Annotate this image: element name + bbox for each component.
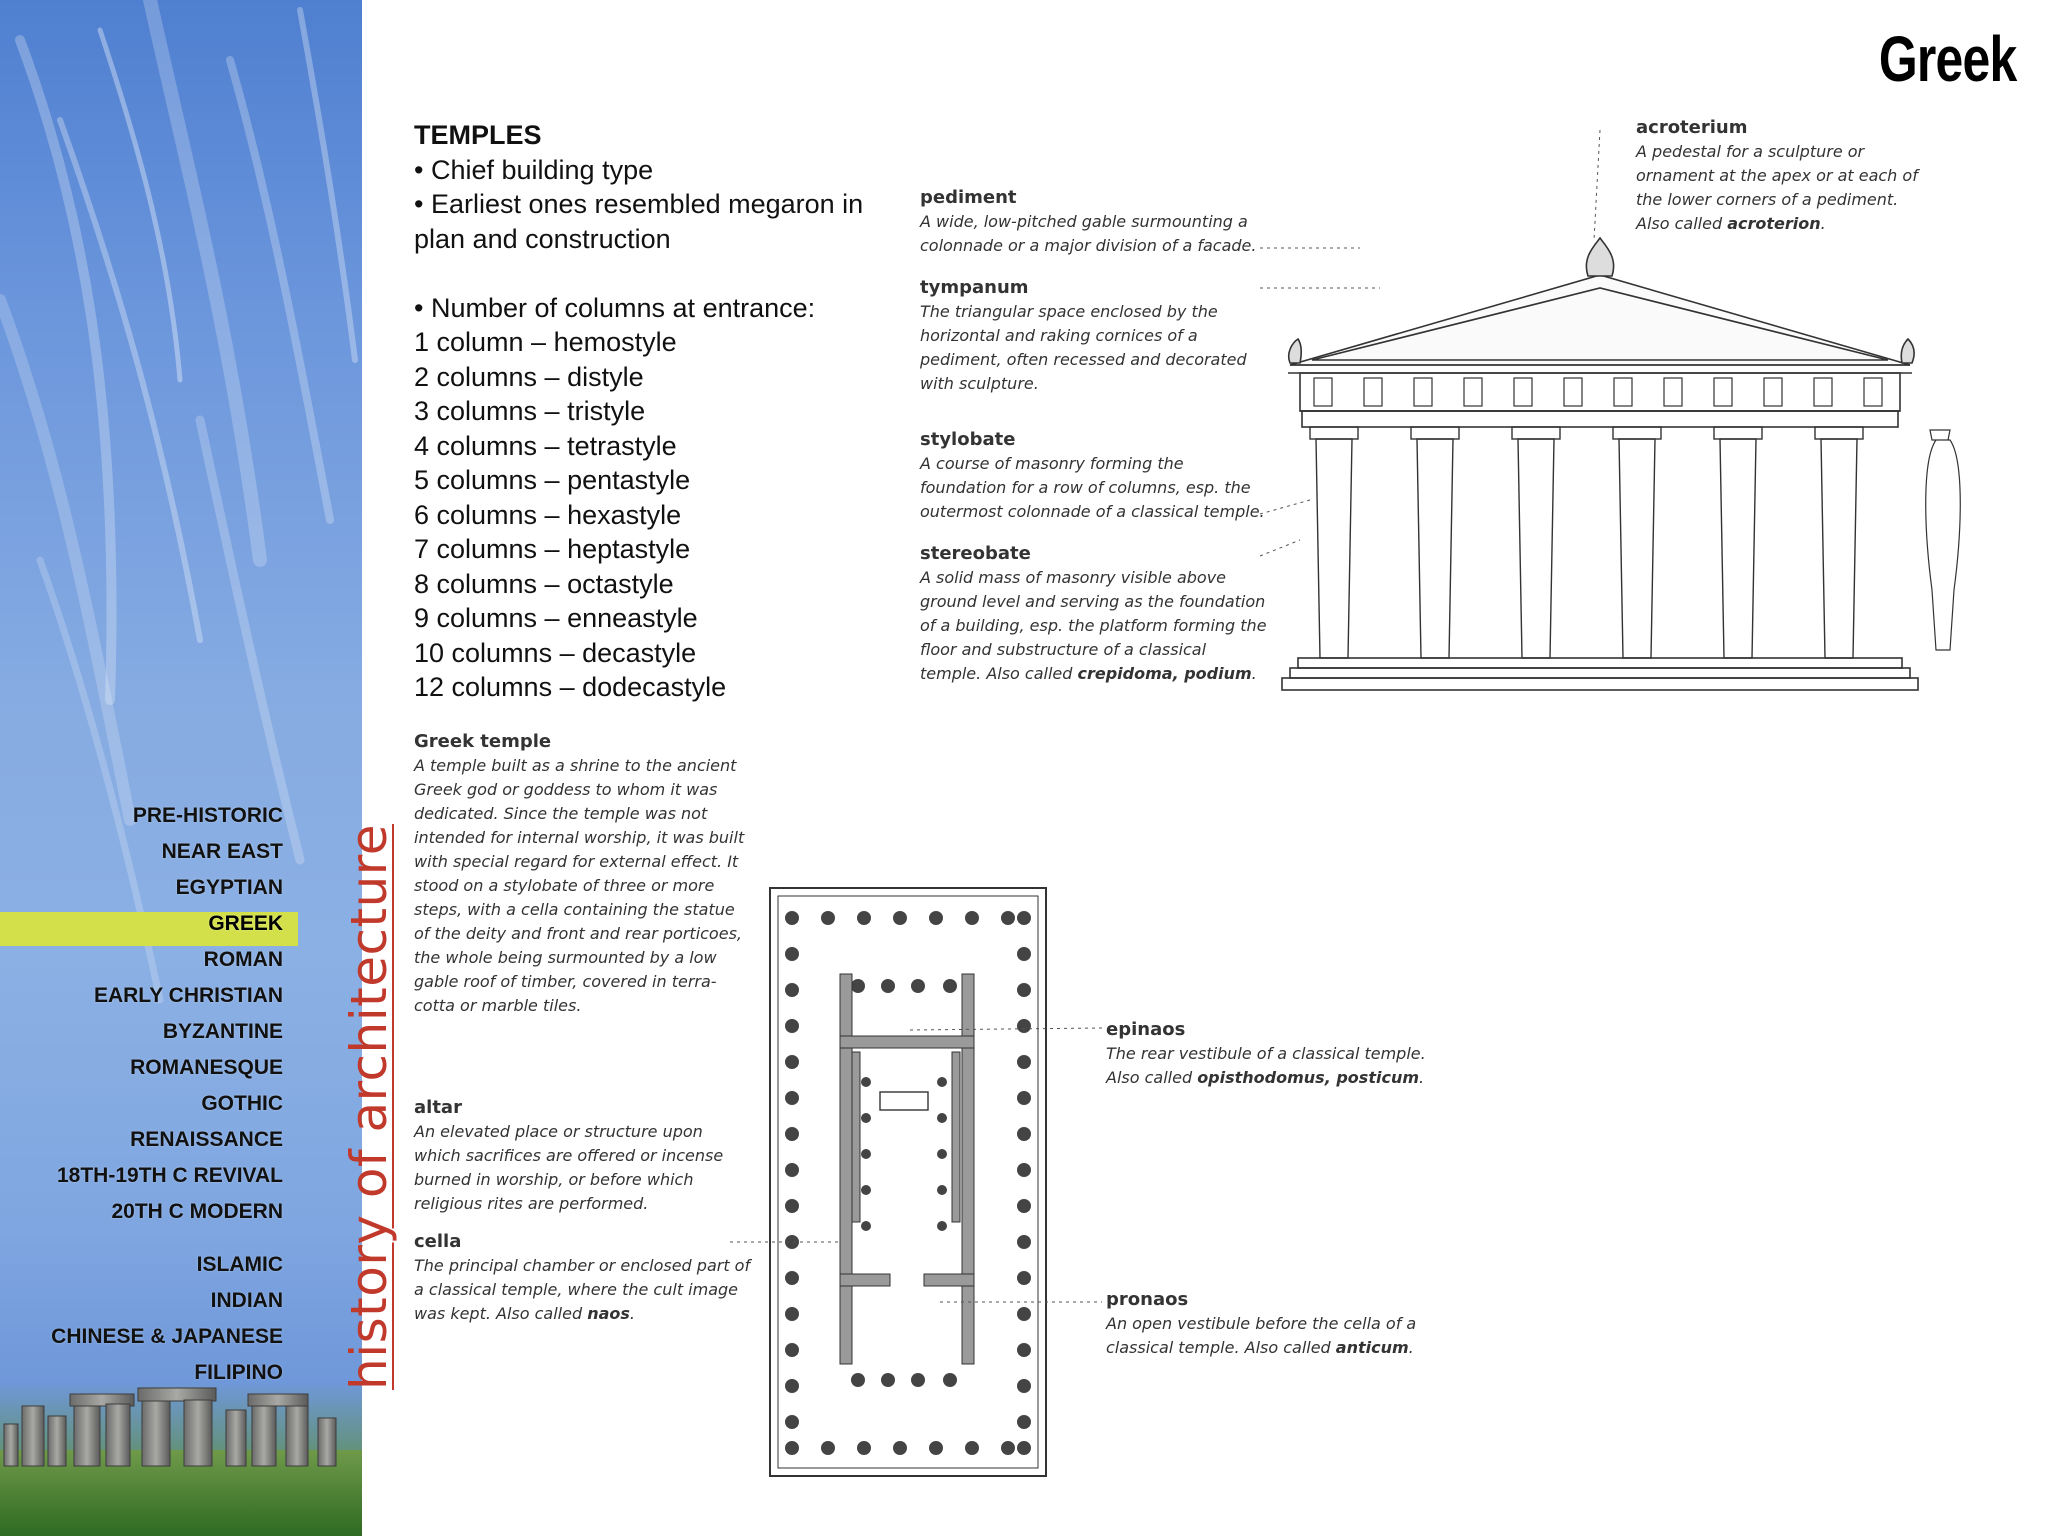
annotation-tympanum bbox=[920, 276, 1247, 396]
nav-other-list bbox=[0, 1247, 283, 1391]
column-term-item: 3 columns – tristyle bbox=[414, 396, 646, 426]
annotation-greek-temple bbox=[414, 730, 744, 1018]
annotation-epinaos bbox=[1106, 1018, 1426, 1090]
plan-leader-lines bbox=[730, 1020, 1130, 1320]
column-term-item: 1 column – hemostyle bbox=[414, 327, 677, 357]
desc-line: Also called opisthodomus, posticum. bbox=[1106, 1068, 1425, 1087]
term-altar: altar bbox=[414, 1097, 462, 1118]
nav-item-near-east[interactable]: NEAR EAST bbox=[161, 840, 283, 863]
annotation-stereobate bbox=[920, 542, 1267, 686]
nav-item-islamic[interactable]: ISLAMIC bbox=[196, 1253, 283, 1276]
column-term-item: 2 columns – distyle bbox=[414, 361, 644, 392]
term-stylobate: stylobate bbox=[920, 429, 1016, 450]
desc-line: A course of masonry forming the bbox=[920, 454, 1184, 473]
term-epinaos: epinaos bbox=[1106, 1019, 1186, 1040]
term-greek-temple: Greek temple bbox=[414, 731, 552, 752]
nav-item-revival[interactable]: 18TH-19TH C REVIVAL bbox=[57, 1164, 283, 1187]
annotation-pronaos bbox=[1106, 1288, 1416, 1360]
annotation-altar bbox=[414, 1096, 723, 1216]
page-title: Greek bbox=[1878, 23, 2016, 95]
desc-line: A solid mass of masonry visible above bbox=[920, 568, 1227, 587]
nav-item-modern[interactable]: 20TH C MODERN bbox=[111, 1200, 283, 1223]
annotation-acroterium bbox=[1636, 116, 1918, 236]
desc-line: a classical temple, where the cult image bbox=[414, 1280, 739, 1299]
desc-line: A pedestal for a sculpture or bbox=[1636, 142, 1865, 161]
term-cella: cella bbox=[414, 1231, 462, 1252]
desc-line: dedicated. Since the temple was not bbox=[414, 804, 708, 823]
elevation-leader-lines bbox=[1240, 120, 1660, 580]
desc-line: steps, with a cella containing the statue bbox=[414, 900, 735, 919]
nav-item-roman[interactable]: ROMAN bbox=[203, 948, 283, 971]
column-term-item: 6 columns – hexastyle bbox=[414, 499, 682, 530]
column-term-item: 5 columns – pentastyle bbox=[414, 465, 691, 495]
desc-line: pediment, often recessed and decorated bbox=[920, 350, 1247, 369]
nav-item-romanesque[interactable]: ROMANESQUE bbox=[130, 1056, 283, 1079]
desc-line: cotta or marble tiles. bbox=[414, 996, 582, 1015]
desc-line: ornament at the apex or at each of bbox=[1636, 166, 1918, 185]
desc-line: The triangular space enclosed by the bbox=[920, 302, 1218, 321]
desc-line: stood on a stylobate of three or more bbox=[414, 876, 715, 895]
desc-line: A wide, low-pitched gable surmounting a bbox=[920, 212, 1248, 231]
vertical-section-title: history of architecture bbox=[340, 824, 398, 1390]
desc-line: temple. Also called crepidoma, podium. bbox=[920, 664, 1257, 683]
column-term-item: 12 columns – dodecastyle bbox=[414, 672, 727, 702]
temples-text-block bbox=[414, 118, 914, 705]
desc-line: horizontal and raking cornices of a bbox=[920, 326, 1198, 345]
annotation-cella bbox=[414, 1230, 750, 1326]
desc-line: Greek god or goddess to whom it was bbox=[414, 780, 718, 799]
term-acroterium: acroterium bbox=[1636, 117, 1748, 138]
nav-item-byzantine[interactable]: BYZANTINE bbox=[162, 1020, 283, 1043]
desc-line: An open vestibule before the cella of a bbox=[1106, 1314, 1417, 1333]
desc-line: floor and substructure of a classical bbox=[920, 640, 1207, 659]
sidebar bbox=[0, 0, 398, 1536]
nav-item-renaissance[interactable]: RENAISSANCE bbox=[130, 1128, 283, 1151]
desc-line: was kept. Also called naos. bbox=[414, 1304, 635, 1323]
bullet-chief-building: • Chief building type bbox=[414, 154, 654, 185]
desc-line: religious rites are performed. bbox=[414, 1194, 649, 1213]
nav-item-chinese-japanese[interactable]: CHINESE & JAPANESE bbox=[51, 1325, 283, 1348]
term-tympanum: tympanum bbox=[920, 277, 1029, 298]
desc-line: which sacrifices are offered or incense bbox=[414, 1146, 724, 1165]
annotation-pediment bbox=[920, 186, 1256, 258]
nav-item-indian[interactable]: INDIAN bbox=[210, 1289, 283, 1312]
nav-item-early-christian[interactable]: EARLY CHRISTIAN bbox=[93, 984, 283, 1007]
desc-line: gable roof of timber, covered in terra- bbox=[414, 972, 717, 991]
nav-item-pre-historic[interactable]: PRE-HISTORIC bbox=[132, 804, 283, 827]
desc-line: classical temple. Also called anticum. bbox=[1106, 1338, 1414, 1357]
temples-heading: TEMPLES bbox=[414, 120, 542, 150]
term-pediment: pediment bbox=[920, 187, 1017, 208]
spacer bbox=[414, 256, 914, 291]
desc-line: The rear vestibule of a classical temple. bbox=[1106, 1044, 1426, 1063]
column-term-item: 10 columns – decastyle bbox=[414, 637, 697, 668]
desc-line: The principal chamber or enclosed part of bbox=[414, 1256, 751, 1275]
desc-line: foundation for a row of columns, esp. the bbox=[920, 478, 1251, 497]
column-term-item: 8 columns – octastyle bbox=[414, 568, 674, 599]
desc-line: intended for internal worship, it was built bbox=[414, 828, 745, 847]
desc-line: with sculpture. bbox=[920, 374, 1039, 393]
column-term-item: 9 columns – enneastyle bbox=[414, 603, 698, 633]
desc-line: An elevated place or structure upon bbox=[414, 1122, 703, 1141]
nav-item-greek[interactable]: GREEK bbox=[208, 912, 283, 935]
bullet-megaron: • Earliest ones resembled megaron in plan and construction bbox=[414, 189, 864, 254]
desc-line: the lower corners of a pediment. bbox=[1636, 190, 1899, 209]
nav-item-gothic[interactable]: GOTHIC bbox=[201, 1092, 283, 1115]
bullet-columns-intro: • Number of columns at entrance: bbox=[414, 292, 816, 323]
desc-line: Also called acroterion. bbox=[1636, 214, 1826, 233]
desc-line: outermost colonnade of a classical temple. bbox=[920, 502, 1265, 521]
annotation-stylobate bbox=[920, 428, 1265, 524]
term-stereobate: stereobate bbox=[920, 543, 1031, 564]
desc-line: A temple built as a shrine to the ancient bbox=[414, 756, 737, 775]
term-pronaos: pronaos bbox=[1106, 1289, 1189, 1310]
desc-line: of a building, esp. the platform forming the bbox=[920, 616, 1267, 635]
nav-item-filipino[interactable]: FILIPINO bbox=[194, 1361, 283, 1384]
desc-line: burned in worship, or before which bbox=[414, 1170, 694, 1189]
desc-line: ground level and serving as the foundation bbox=[920, 592, 1266, 611]
column-term-item: 7 columns – heptastyle bbox=[414, 534, 691, 564]
desc-line: of the deity and front and rear porticoes, bbox=[414, 924, 742, 943]
nav-item-egyptian[interactable]: EGYPTIAN bbox=[175, 876, 283, 899]
desc-line: the whole being surmounted by a low bbox=[414, 948, 717, 967]
nav-main-list bbox=[0, 798, 283, 1230]
column-term-item: 4 columns – tetrastyle bbox=[414, 430, 677, 461]
desc-line: colonnade or a major division of a facade. bbox=[920, 236, 1257, 255]
desc-line: with special regard for external effect. It bbox=[414, 852, 739, 871]
stonehenge-photo bbox=[0, 1380, 362, 1536]
